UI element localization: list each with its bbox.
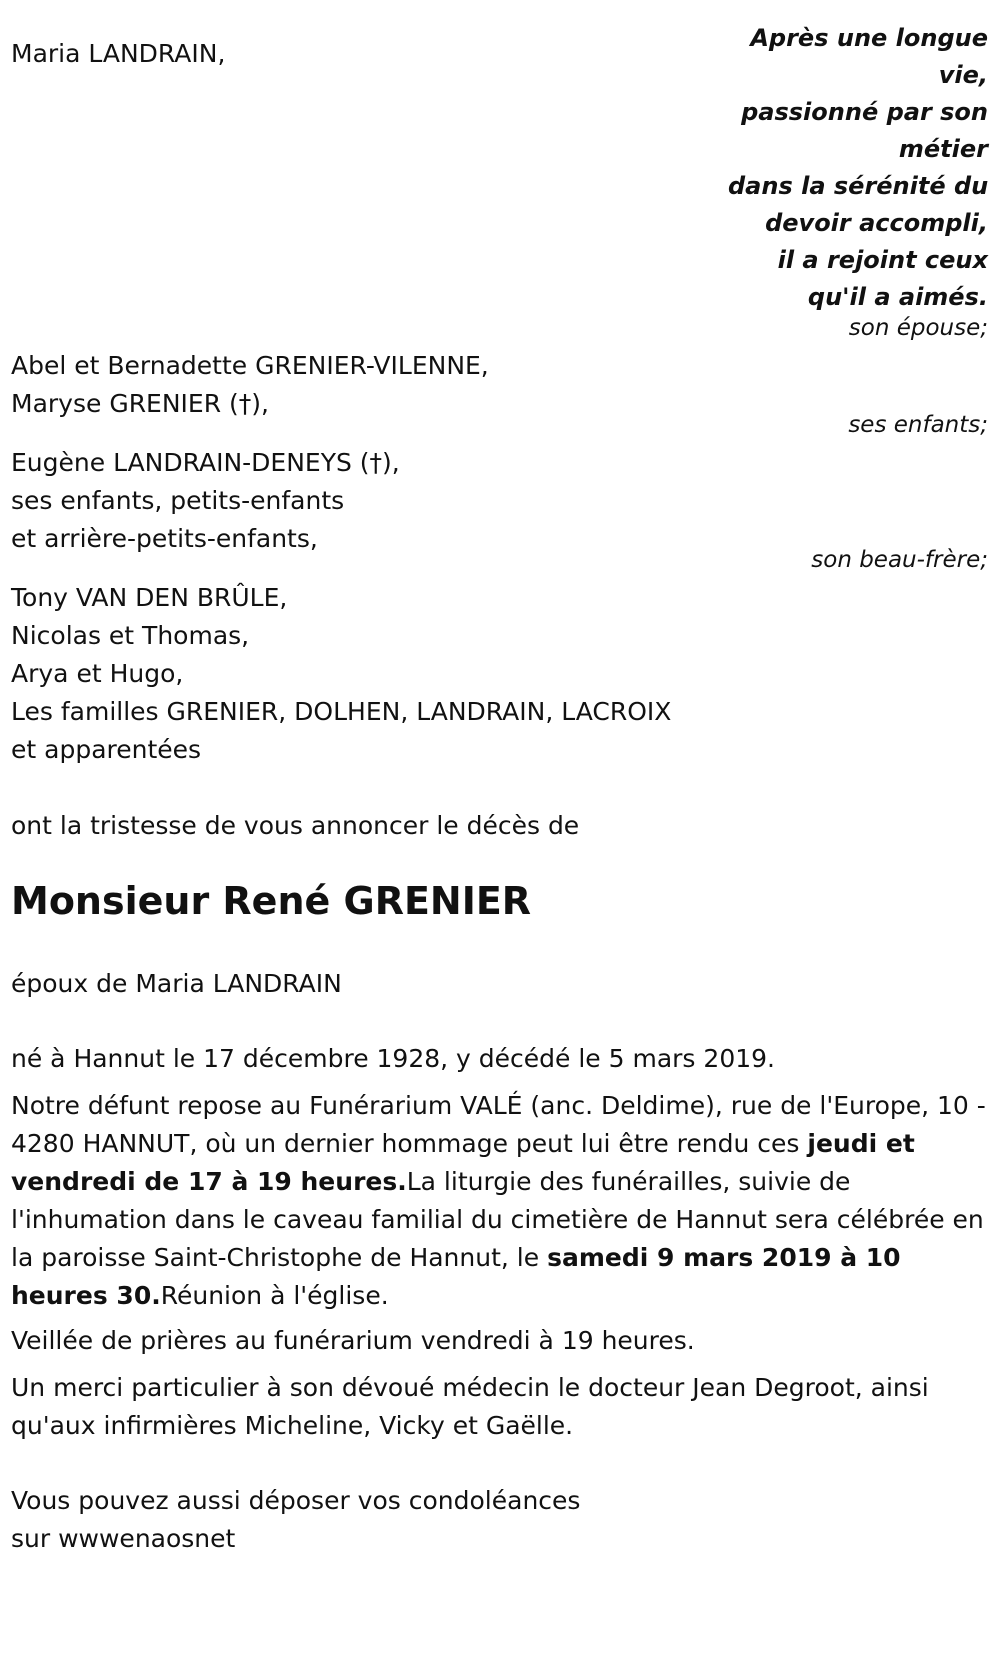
spouse-of-text: époux de Maria LANDRAIN [11,969,342,998]
condolences-line: Vous pouvez aussi déposer vos condoléances [11,1486,581,1515]
quote-line: qu'il a aimés. [807,283,988,311]
funeral-details [11,1087,986,1315]
condolences-line: sur wwwenaosnet [11,1524,236,1553]
quote-line: passionné par son [741,98,988,126]
epitaph-quote [728,20,988,316]
brother-in-law-names [11,444,400,558]
name-line: Maryse GRENIER (†), [11,389,269,418]
name-line: et apparentées [11,735,202,764]
role-spouse: son épouse; [848,315,988,341]
children-names [11,347,489,423]
vigil-text: Veillée de prières au funérarium vendredi à 19 heures. [11,1326,695,1355]
quote-line: devoir accompli, [765,209,988,237]
name-line: Abel et Bernadette GRENIER-VILENNE, [11,351,489,380]
name-line: Les familles GRENIER, DOLHEN, LANDRAIN, LACROIX [11,697,672,726]
funeral-text-1: Notre défunt repose au Funérarium VALÉ (anc. Deldime), rue de l'Europe, 10 - 4280 HANNUT, où un dernier hommage peut lui être rendu ces [11,1091,986,1158]
other-family-names [11,579,671,769]
role-brother-in-law: son beau-frère; [811,547,988,573]
role-children: ses enfants; [848,412,988,438]
widow-name: Maria LANDRAIN, [11,39,226,68]
funeral-text-2: La liturgie des funérailles, suivie de l'inhumation dans le caveau familial du cimetière de Hannut sera célébrée en la paroisse Saint-Christophe de Hannut, le [11,1167,984,1272]
name-line: Nicolas et Thomas, [11,621,250,650]
funeral-text-3: Réunion à l'église. [160,1281,389,1310]
condolences-text [11,1482,580,1558]
quote-line: Après une longue [750,24,988,52]
quote-line: dans la sérénité du [728,172,989,200]
deceased-name: Monsieur René GRENIER [11,879,532,923]
name-line: Tony VAN DEN BRÛLE, [11,583,288,612]
birth-death-text: né à Hannut le 17 décembre 1928, y décédé le 5 mars 2019. [11,1044,775,1073]
quote-line: il a rejoint ceux [777,246,988,274]
ceremony-time: samedi 9 mars 2019 à 10 heures 30. [11,1243,901,1310]
thanks-text: Un merci particulier à son dévoué médecin le docteur Jean Degroot, ainsi qu'aux infirmières Micheline, Vicky et Gaëlle. [11,1373,929,1440]
name-line: Arya et Hugo, [11,659,184,688]
visit-times: jeudi et vendredi de 17 à 19 heures. [11,1129,915,1196]
name-line: Eugène LANDRAIN-DENEYS (†), [11,448,400,477]
name-line: ses enfants, petits-enfants [11,486,345,515]
quote-line: vie, [938,61,988,89]
quote-line: métier [898,135,988,163]
name-line: et arrière-petits-enfants, [11,524,318,553]
announcement-text: ont la tristesse de vous annoncer le décès de [11,811,580,840]
